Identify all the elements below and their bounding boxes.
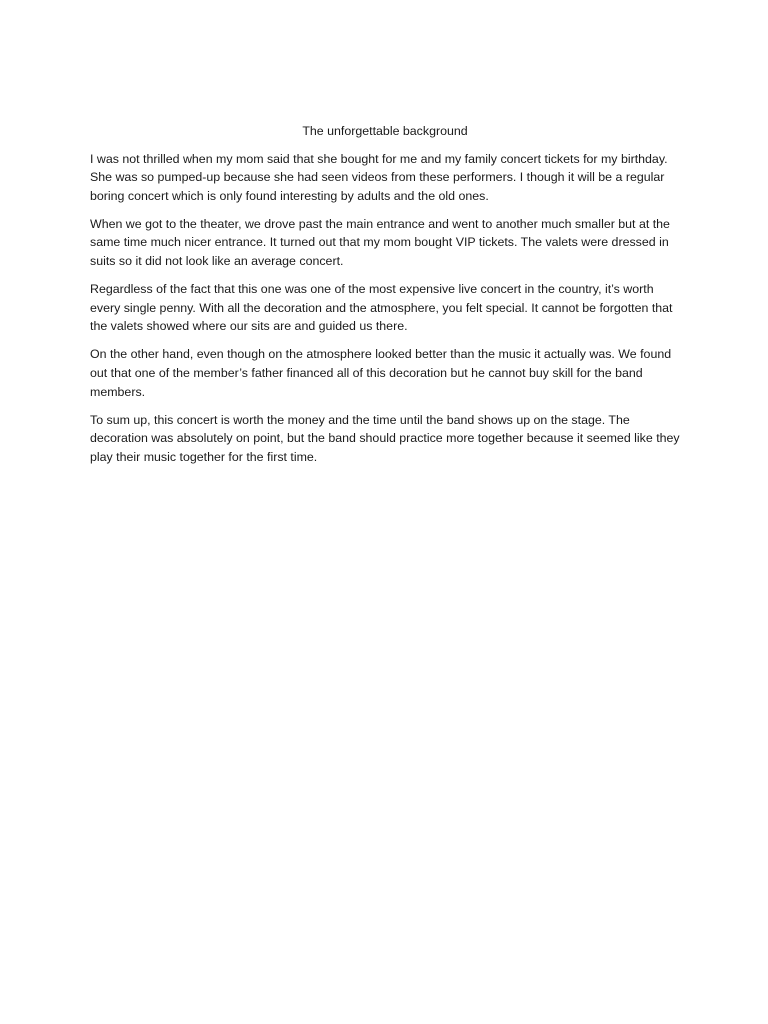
paragraph-5: To sum up, this concert is worth the money and the time until the band shows up on the stage. The decoration was absolutely on point, but the band should practice more together because it seemed like they play their music together for the first time.: [90, 412, 680, 464]
paragraph-4: On the other hand, even though on the atmosphere looked better than the music it actually was. We found out that one of the member’s father financed all of this decoration but he cannot buy skill for the band members.: [90, 347, 672, 399]
document-body: [90, 122, 680, 476]
document-title: The unforgettable background: [302, 124, 468, 138]
paragraph-1: I was not thrilled when my mom said that she bought for me and my family concert tickets for my birthday. She was so pumped-up because she had seen videos from these performers. I though it will be a regular boring concert which is only found interesting by adults and the old ones.: [90, 151, 668, 203]
paragraph-3: Regardless of the fact that this one was one of the most expensive live concert in the country, it’s worth every single penny. With all the decoration and the atmosphere, you felt special. It cannot be forgotten that the valets showed where our sits are and guided us there.: [90, 282, 673, 334]
paragraph-2: When we got to the theater, we drove past the main entrance and went to another much smaller but at the same time much nicer entrance. It turned out that my mom bought VIP tickets. The valets were dressed in suits so it did not look like an average concert.: [90, 216, 670, 269]
